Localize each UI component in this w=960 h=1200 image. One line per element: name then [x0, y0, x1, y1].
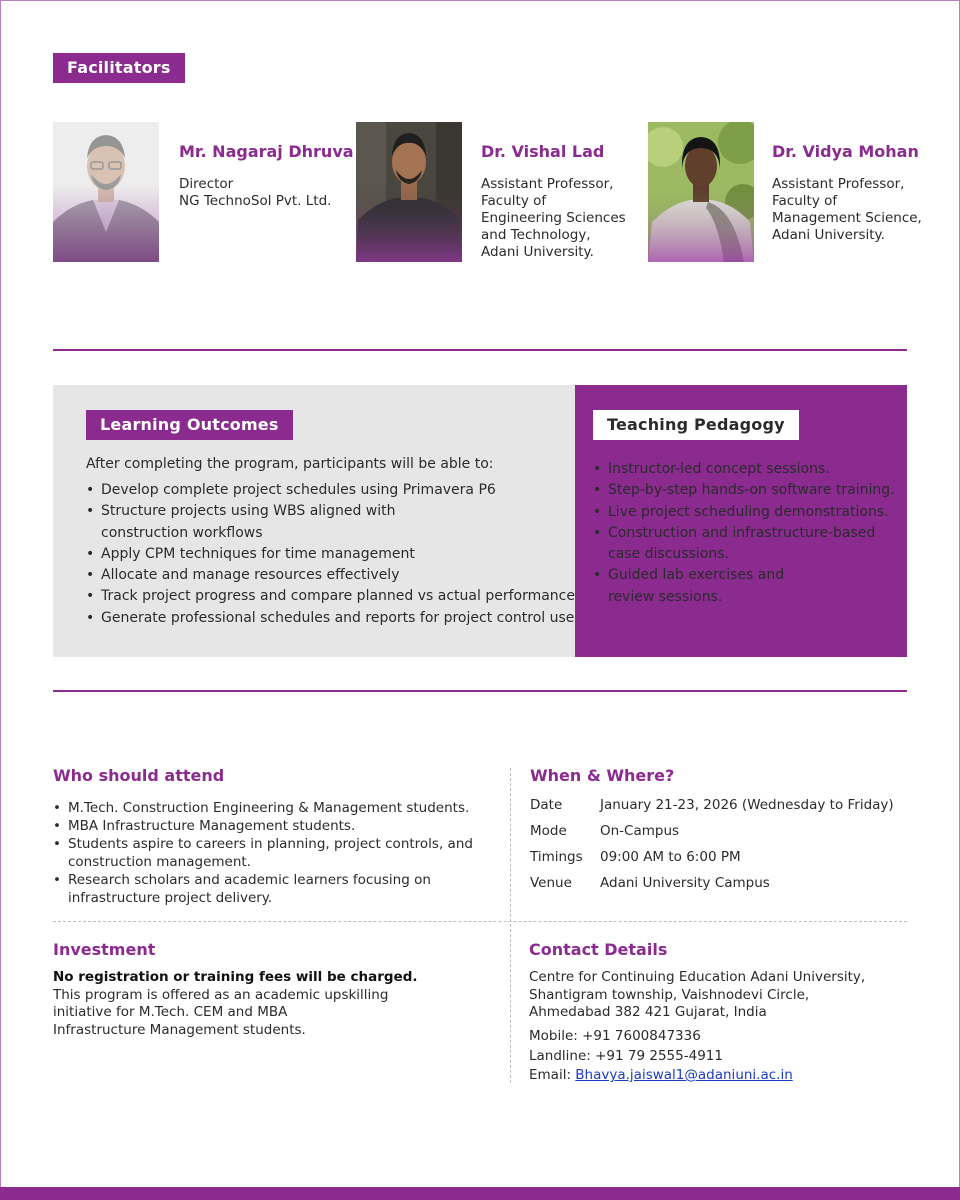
facilitator-description: Assistant Professor, Faculty of Engineering Sciences and Technology, Adani University.: [481, 176, 626, 260]
investment-heading: Investment: [53, 940, 156, 959]
list-item: • Allocate and manage resources effectively: [86, 565, 575, 586]
row-divider: [53, 921, 907, 922]
facilitator-photo-vidya: [648, 122, 754, 262]
investment-note: No registration or training fees will be charged.: [53, 969, 418, 985]
list-item: • M.Tech. Construction Engineering & Management students.: [53, 799, 473, 817]
facilitator-photo-vishal: [356, 122, 462, 262]
venue-label: Venue: [530, 875, 572, 891]
mode-label: Mode: [530, 823, 567, 839]
list-item: • Live project scheduling demonstrations.: [593, 502, 895, 523]
facilitator-description: Director NG TechnoSol Pvt. Ltd.: [179, 176, 332, 209]
footer-bar: [0, 1187, 960, 1200]
facilitator-name: Mr. Nagaraj Dhruva: [179, 142, 354, 161]
date-label: Date: [530, 797, 563, 813]
contact-address: Centre for Continuing Education Adani University, Shantigram township, Vaishnodevi Circle, Ahmedabad 382 421 Gujarat, India: [529, 969, 866, 1020]
list-item: • Structure projects using WBS aligned with construction workflows: [86, 501, 575, 544]
list-item: • Develop complete project schedules using Primavera P6: [86, 480, 575, 501]
date-value: January 21-23, 2026 (Wednesday to Friday): [600, 797, 894, 813]
mode-value: On-Campus: [600, 823, 680, 839]
list-item: • Apply CPM techniques for time management: [86, 544, 575, 565]
investment-text: No registration or training fees will be charged. This program is offered as an academic upskilling initiative for M.Tech. CEM and MBA Infrastructure Management students.: [53, 969, 418, 1038]
learning-outcomes-heading: Learning Outcomes: [86, 410, 293, 440]
facilitator-photo-nagaraj: [53, 122, 159, 262]
when-where-heading: When & Where?: [530, 766, 675, 785]
who-should-attend-list: [53, 799, 473, 907]
column-divider: [510, 768, 511, 1083]
venue-value: Adani University Campus: [600, 875, 770, 891]
contact-landline: Landline: +91 79 2555-4911: [529, 1048, 723, 1064]
learning-outcomes-list: [86, 480, 575, 629]
learning-outcomes-intro: After completing the program, participants will be able to:: [86, 456, 494, 472]
who-should-attend-heading: Who should attend: [53, 766, 225, 785]
list-item: • Step-by-step hands-on software training.: [593, 480, 895, 501]
list-item: • Instructor-led concept sessions.: [593, 459, 895, 480]
facilitator-name: Dr. Vishal Lad: [481, 142, 605, 161]
teaching-pedagogy-heading: Teaching Pedagogy: [593, 410, 799, 440]
section-divider: [53, 349, 907, 351]
facilitators-heading: Facilitators: [53, 53, 185, 83]
facilitator-description: Assistant Professor, Faculty of Management Science, Adani University.: [772, 176, 922, 243]
list-item: • Guided lab exercises and review sessions.: [593, 565, 895, 608]
contact-email-line: Email: Bhavya.jaiswal1@adaniuni.ac.in: [529, 1067, 793, 1083]
list-item: • Track project progress and compare planned vs actual performance: [86, 586, 575, 607]
list-item: • Construction and infrastructure-based case discussions.: [593, 523, 895, 566]
section-divider: [53, 690, 907, 692]
contact-mobile: Mobile: +91 7600847336: [529, 1028, 701, 1044]
list-item: • Research scholars and academic learners focusing on infrastructure project delivery.: [53, 871, 473, 907]
list-item: • Students aspire to careers in planning, project controls, and construction management.: [53, 835, 473, 871]
contact-heading: Contact Details: [529, 940, 668, 959]
timings-value: 09:00 AM to 6:00 PM: [600, 849, 741, 865]
list-item: • MBA Infrastructure Management students.: [53, 817, 473, 835]
timings-label: Timings: [530, 849, 583, 865]
list-item: • Generate professional schedules and reports for project control use: [86, 608, 575, 629]
teaching-pedagogy-list: [593, 459, 895, 608]
facilitator-name: Dr. Vidya Mohan: [772, 142, 919, 161]
email-link[interactable]: Bhavya.jaiswal1@adaniuni.ac.in: [575, 1067, 793, 1083]
